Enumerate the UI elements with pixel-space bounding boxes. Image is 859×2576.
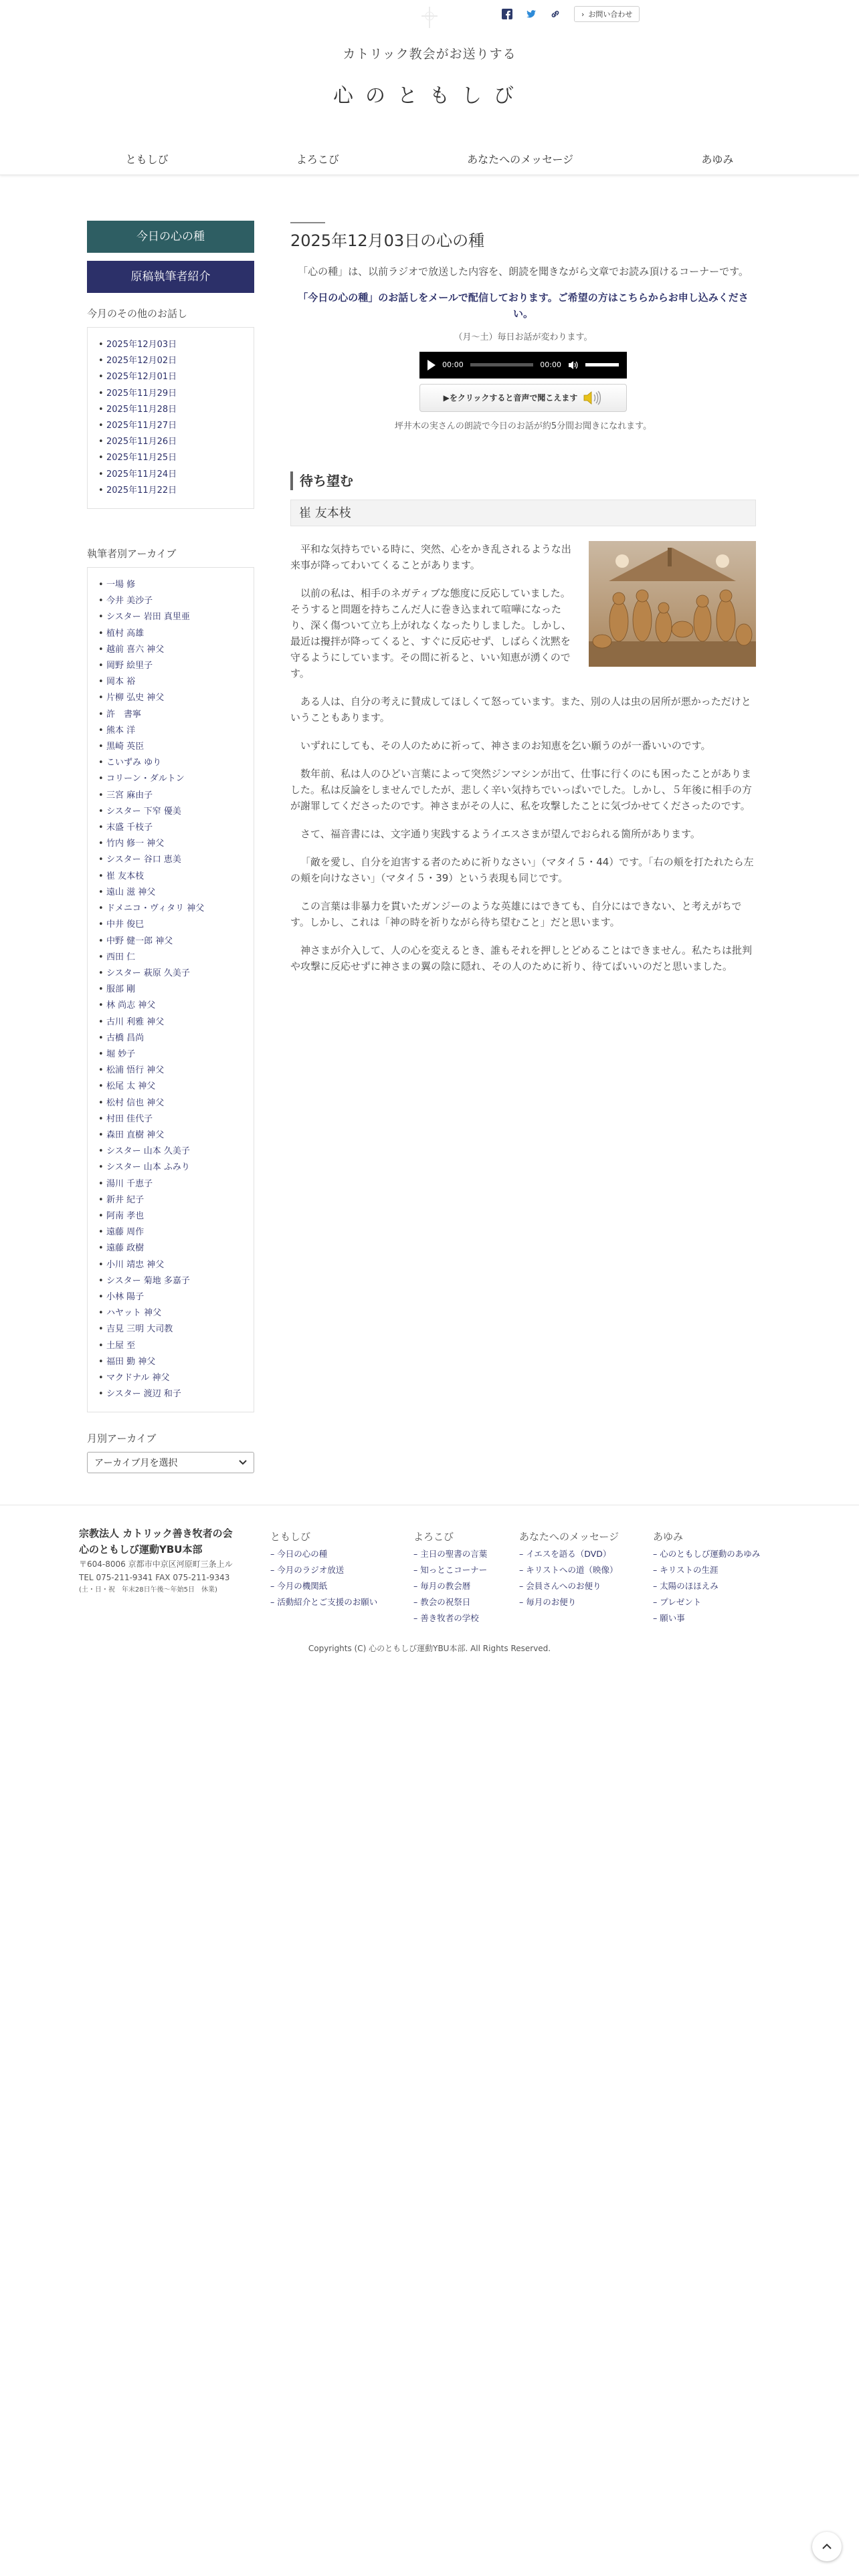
footer-link[interactable] [270,1594,377,1610]
link-icon[interactable] [550,9,561,19]
mail-subscribe-link[interactable]: 「今日の心の種」のお話しをメールで配信しております。ご希望の方はこちらからお申し込みください。 [298,292,749,320]
dash-icon: – [653,1581,660,1591]
author-list [96,577,246,1402]
author-link[interactable]: • こいずみ ゆり [96,755,246,771]
footer-link-label: 今月の機関紙 [277,1581,328,1591]
chevron-right-icon: › [581,9,585,19]
footer-link-label: 活動紹介とご支援のお願い [277,1597,378,1607]
main-content [290,221,756,986]
footer-column-title[interactable]: ともしび [270,1531,311,1543]
author-link[interactable]: • マクドナル 神父 [96,1370,246,1386]
dash-icon: – [270,1597,278,1607]
audio-current-time: 00:00 [442,360,464,370]
audio-hint-label: ▶をクリックすると音声で聞こえます [443,393,578,403]
author-link[interactable]: • 森田 直樹 神父 [96,1128,246,1144]
author-link[interactable]: • 遠山 滋 神父 [96,885,246,901]
footer-link-label: 太陽のほほえみ [660,1581,719,1591]
footer-link[interactable] [413,1562,487,1578]
authors-intro-button[interactable]: 原稿執筆者紹介 [87,261,254,293]
author-link[interactable]: • シスター 下窄 優美 [96,804,246,820]
org-subname: 心のともしび運動YBU本部 [79,1543,203,1555]
footer-link-list [413,1546,487,1626]
author-link[interactable]: • 古川 利雅 神父 [96,1014,246,1031]
author-link[interactable]: • コリーン・ダルトン [96,771,246,787]
intro-text: 「心の種」は、以前ラジオで放送した内容を、朗読を聞きながら文章でお読み頂けるコーナーです。 [298,265,749,278]
date-link[interactable]: • 2025年11月26日 [96,434,246,450]
footer-link[interactable] [653,1578,760,1594]
footer-link-label: 会員さんへのお便り [526,1581,601,1591]
twitter-icon[interactable] [526,9,537,19]
footer-link[interactable] [413,1610,487,1626]
author-link[interactable]: • 黒崎 英臣 [96,739,246,755]
author-link[interactable]: • 新井 紀子 [96,1192,246,1208]
footer-link[interactable] [270,1546,377,1562]
footer-link-label: 願い事 [660,1613,685,1623]
author-link[interactable]: • 岡本 裕 [96,674,246,690]
author-link[interactable]: • 熊本 洋 [96,723,246,739]
footer-link-label: 善き牧者の学校 [420,1613,479,1623]
footer-link[interactable] [519,1546,619,1562]
author-link[interactable]: • 松浦 悟行 神父 [96,1063,246,1079]
contact-label: お問い合わせ [588,10,633,19]
footer-link[interactable] [413,1546,487,1562]
date-link[interactable]: • 2025年11月29日 [96,386,246,402]
contact-button[interactable] [574,6,640,22]
footer-org-info [79,1525,260,1596]
footer-link[interactable] [519,1594,619,1610]
audio-player [419,352,627,379]
footer-link[interactable] [653,1562,760,1578]
dash-icon: – [413,1613,421,1623]
author-link[interactable]: • 古橋 昌尚 [96,1031,246,1047]
story-author: 崔 友本枝 [290,500,756,526]
office-hours: (土・日・祝 年末28日午後〜年始5日 休業) [79,1586,217,1594]
play-icon[interactable] [427,360,436,370]
author-link[interactable]: • 松村 信也 神父 [96,1095,246,1111]
author-link[interactable]: • 湯川 千恵子 [96,1176,246,1192]
nav-item[interactable]: あゆみ [701,153,734,166]
title-rule [290,222,325,223]
chevron-down-icon [239,1460,247,1465]
article-body [290,541,756,974]
author-link[interactable]: • 服部 剛 [96,982,246,998]
article-paragraph: 神さまが介入して、人の心を変えるとき、誰もそれを押しとどめることはできません。私たちは批判や攻撃に反応せずに神さまの翼の陰に隠れ、その人のために祈り、待てばいいのだと思いました。 [290,944,753,972]
audio-hint-button[interactable] [419,384,627,412]
dash-icon: – [413,1549,421,1559]
author-link[interactable]: • シスター 山本 ふみり [96,1160,246,1176]
author-link[interactable]: • シスター 萩原 久美子 [96,966,246,982]
date-link[interactable]: • 2025年12月02日 [96,353,246,369]
author-link[interactable]: • 中野 健一郎 神父 [96,934,246,950]
date-link[interactable]: • 2025年12月01日 [96,369,246,385]
footer-link-label: 主日の聖書の言葉 [420,1549,488,1559]
dash-icon: – [653,1549,660,1559]
dash-icon: – [270,1581,278,1591]
date-list [96,337,246,499]
footer-link-label: プレゼント [660,1597,702,1607]
article-paragraph: この言葉は非暴力を貫いたガンジーのような英雄にはできても、自分にはできない、と考えがちです。しかし、これは「神の時を祈りながら待ち望むこと」だと思います。 [290,899,742,928]
footer-link-label: イエスを語る（DVD） [526,1549,611,1559]
tel-number[interactable]: 075-211-9341 [96,1573,153,1582]
monthly-archive-select[interactable] [87,1452,254,1473]
audio-total-time: 00:00 [540,360,561,370]
author-link[interactable]: • 竹内 修一 神父 [96,836,246,852]
footer-link-label: 今日の心の種 [277,1549,328,1559]
author-link[interactable]: • 中井 俊巳 [96,917,246,933]
org-name: 宗教法人 カトリック善き牧者の会 [79,1527,233,1539]
author-link[interactable]: • 松尾 太 神父 [96,1079,246,1095]
footer-link-label: 毎月のお便り [526,1597,577,1607]
social-bar [502,4,640,24]
org-phone [79,1571,260,1584]
author-link[interactable]: • 村田 佳代子 [96,1111,246,1128]
author-link[interactable]: • 小林 陽子 [96,1289,246,1305]
footer-link[interactable] [413,1594,487,1610]
tel-label: TEL [79,1573,94,1582]
footer-link[interactable] [519,1562,619,1578]
author-link[interactable]: • シスター 山本 久美子 [96,1144,246,1160]
monthly-archive-title: 月別アーカイブ [87,1432,157,1445]
date-link[interactable]: • 2025年11月27日 [96,418,246,434]
article-paragraph: 以前の私は、相手のネガティブな態度に反応していました。そうすると問題を持ちこんだ人に巻き込まれて喧嘩になったり、深く傷ついて立ち上がれなくなったりしました。しかし、最近は攪拌が降ってくると、すぐに反応せず、しばらく沈黙を守るようにしています。その間に祈ると、いい知恵が湧くのです。 [290,586,572,679]
scroll-top-button[interactable] [812,2532,842,2561]
author-link[interactable]: • 林 尚志 神父 [96,998,246,1014]
footer [0,1505,859,1672]
nav-item[interactable]: あなたへのメッセージ [467,153,574,166]
footer-column-title[interactable]: あなたへのメッセージ [519,1531,619,1543]
footer-column [653,1529,760,1626]
dash-icon: – [519,1581,527,1591]
authors-list-box [87,567,254,1412]
footer-link-label: 毎月の教会暦 [420,1581,471,1591]
footer-column [413,1529,487,1626]
author-link[interactable]: • シスター 渡辺 和子 [96,1386,246,1402]
author-link[interactable]: • シスター 岩田 真里亜 [96,609,246,625]
author-link[interactable]: • 小川 靖忠 神父 [96,1257,246,1273]
chevron-up-icon [822,2543,832,2550]
author-link[interactable]: • 堀 妙子 [96,1047,246,1063]
footer-link[interactable] [653,1546,760,1562]
dash-icon: – [519,1549,527,1559]
nav-item[interactable]: ともしび [125,153,169,166]
dash-icon: – [653,1565,660,1575]
author-link[interactable]: • 許 書寧 [96,707,246,723]
author-link[interactable]: • 越前 喜六 神父 [96,642,246,658]
date-link[interactable]: • 2025年11月28日 [96,402,246,418]
dash-icon: – [413,1597,421,1607]
author-link[interactable]: • 片柳 弘史 神父 [96,690,246,706]
reader-note: 坪井木の実さんの朗読で今日のお話が約5分間お聞きになれます。 [394,421,652,431]
fax-number: 075-211-9343 [173,1573,230,1582]
audio-seek-bar[interactable] [470,363,534,366]
today-seed-button[interactable]: 今日の心の種 [87,221,254,253]
schedule-note: （月〜土）毎日お話が変わります。 [454,332,593,342]
global-nav [0,140,859,175]
authors-archive-title: 執筆者別アーカイブ [87,548,177,560]
author-link[interactable]: • 末盛 千枝子 [96,820,246,836]
facebook-icon[interactable] [502,9,512,19]
article-paragraph: ある人は、自分の考えに賛成してほしくて怒っています。また、別の人は虫の居所が悪かっただけということもあります。 [290,695,751,724]
date-list-box [87,327,254,509]
author-link[interactable]: • 一場 修 [96,577,246,593]
article-paragraph: 数年前、私は人のひどい言葉によって突然ジンマシンが出て、仕事に行くのにも困ったことがありました。私は反論をしませんでしたが、悲しく辛い気持ちでいっぱいでした。しかし、５年後に相手の方が謝罪してくださったのです。神さまがその人に、私を攻撃したことに気づかせてくださったのです。 [290,767,752,812]
article-paragraph: 平和な気持ちでいる時に、突然、心をかき乱されるような出来事が降ってわいてくることがあります。 [290,542,571,571]
site-tagline: カトリック教会がお送りする [343,47,516,62]
page-title: 2025年12月03日の心の種 [290,231,485,250]
other-stories-title: 今月のその他のお話し [87,308,188,320]
volume-icon[interactable] [568,360,579,370]
footer-link[interactable] [270,1578,377,1594]
footer-link-label: 心のともしび運動のあゆみ [660,1549,761,1559]
sidebar [87,221,254,1473]
author-link[interactable]: • ハヤット 神父 [96,1305,246,1321]
date-link[interactable]: • 2025年11月24日 [96,467,246,483]
article-paragraph: 「敵を愛し、自分を迫害する者のために祈りなさい」（マタイ５・44）です。「右の頬を打たれたら左の頬を向けなさい」（マタイ５・39）という表現も同じです。 [290,855,754,884]
footer-link-label: 教会の祝祭日 [420,1597,471,1607]
author-link[interactable]: • 西田 仁 [96,950,246,966]
author-link[interactable]: • 阿南 孝也 [96,1208,246,1224]
author-link[interactable]: • 今井 美沙子 [96,593,246,609]
footer-column-title[interactable]: あゆみ [653,1531,684,1543]
author-link[interactable]: • 崔 友本枝 [96,869,246,885]
dash-icon: – [653,1613,660,1623]
footer-link-list [653,1546,760,1626]
volume-slider[interactable] [585,363,619,366]
dash-icon: – [270,1565,278,1575]
footer-link-label: 今月のラジオ放送 [277,1565,345,1575]
nativity-photo [589,541,756,667]
author-link[interactable]: • シスター 菊地 多嘉子 [96,1273,246,1289]
date-link[interactable]: • 2025年11月22日 [96,483,246,499]
footer-link[interactable] [413,1578,487,1594]
footer-column [519,1529,619,1610]
site-logo-text[interactable]: 心のともしび [333,84,526,108]
dash-icon: – [413,1581,421,1591]
author-link[interactable]: • 岡野 絵里子 [96,658,246,674]
author-link[interactable]: • 植村 高雄 [96,626,246,642]
author-link[interactable]: • シスター 谷口 恵美 [96,852,246,868]
date-link[interactable]: • 2025年11月25日 [96,450,246,466]
author-link[interactable]: • 遠藤 周作 [96,1224,246,1241]
author-link[interactable]: • 遠藤 政樹 [96,1241,246,1257]
dash-icon: – [519,1565,527,1575]
article-paragraph: いずれにしても、その人のために祈って、神さまのお知恵を乞い願うのが一番いいのです。 [300,739,711,752]
footer-link-label: 知っとこコーナー [420,1565,488,1575]
dash-icon: – [413,1565,421,1575]
footer-link-label: キリストへの道（映像） [526,1565,618,1575]
footer-link-list [270,1546,377,1610]
author-link[interactable]: • 吉見 三明 大司教 [96,1321,246,1337]
fax-label: FAX [155,1573,171,1582]
author-link[interactable]: • ドメニコ・ヴィタリ 神父 [96,901,246,917]
footer-link[interactable] [653,1610,760,1626]
footer-link[interactable] [270,1562,377,1578]
author-link[interactable]: • 土屋 至 [96,1338,246,1354]
footer-column-title[interactable]: よろこび [413,1531,454,1543]
footer-link-list [519,1546,619,1610]
org-address: 〒604-8006 京都市中京区河原町三条上ル [79,1560,233,1569]
dash-icon: – [270,1549,278,1559]
author-link[interactable]: • 福田 勤 神父 [96,1354,246,1370]
footer-link-label: キリストの生涯 [660,1565,719,1575]
date-link[interactable]: • 2025年12月03日 [96,337,246,353]
nav-item[interactable]: よろこび [296,153,339,166]
article-paragraph: さて、福音書には、文字通り実践するようイエスさまが望んでおられる箇所があります。 [300,827,700,840]
cross-deco-icon [416,4,443,31]
copyright: Copyrights (C) 心のともしび運動YBU本部. All Rights Reserved. [308,1644,551,1653]
speaker-icon [583,391,603,405]
footer-link[interactable] [653,1594,760,1610]
footer-link[interactable] [519,1578,619,1594]
footer-column [270,1529,377,1610]
author-link[interactable]: • 三宮 麻由子 [96,788,246,804]
story-title: 待ち望む [290,471,756,490]
dash-icon: – [653,1597,660,1607]
monthly-archive-select-value: アーカイブ月を選択 [94,1458,178,1469]
dash-icon: – [519,1597,527,1607]
